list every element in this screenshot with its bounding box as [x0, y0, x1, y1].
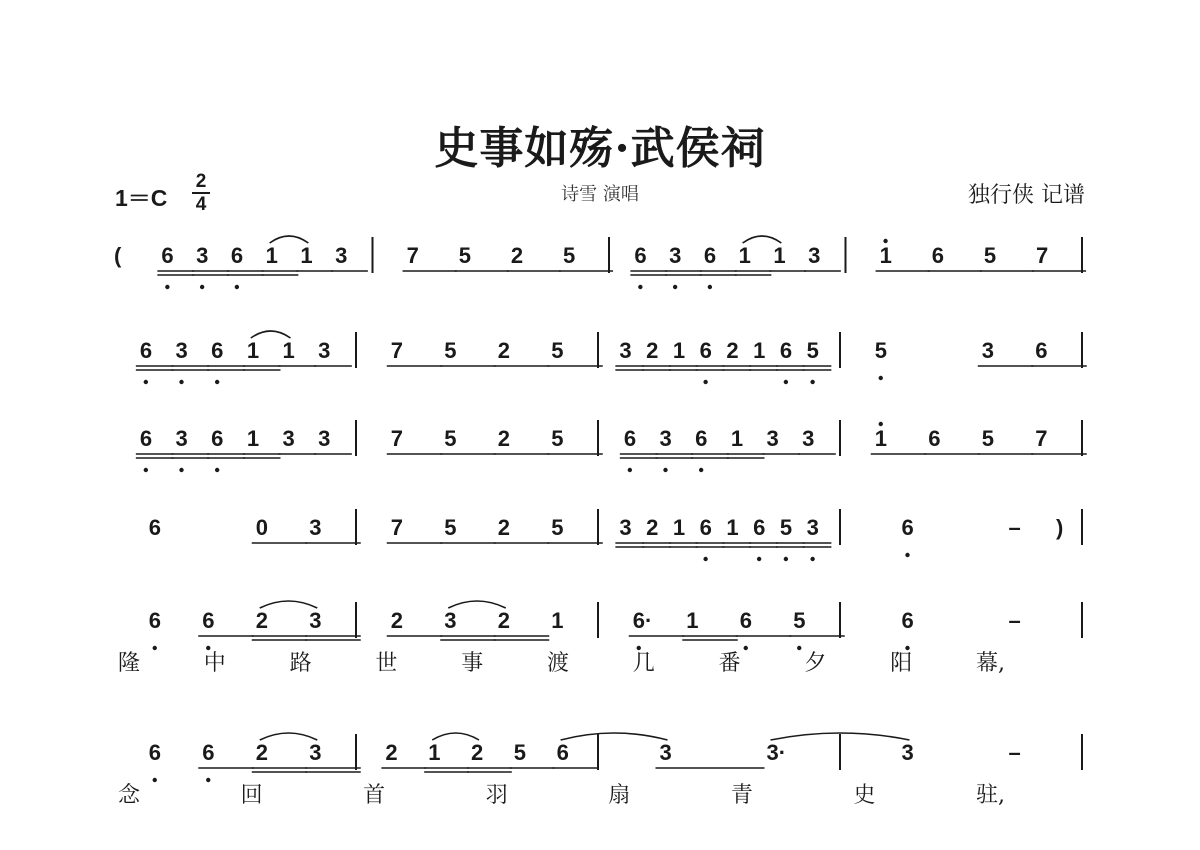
score-bracket-close: ) [1056, 515, 1064, 540]
lyric-char: 几 [632, 651, 655, 676]
slur [251, 331, 291, 338]
note: 1 [730, 426, 744, 451]
note: 2 [471, 740, 484, 765]
note: 5 [874, 338, 887, 363]
note: 2 [385, 740, 398, 765]
lyric-char: 路 [289, 651, 312, 676]
note: 6 [779, 338, 793, 363]
slur [432, 733, 479, 740]
note: 5 [551, 426, 564, 451]
lyric-char: 羽 [485, 783, 508, 808]
note: 1 [265, 243, 278, 268]
note: 7 [390, 338, 403, 363]
note: 1 [738, 243, 751, 268]
note: 3 [659, 426, 672, 451]
lyric-char: 阳 [890, 651, 913, 676]
note: 2 [497, 338, 510, 363]
note: 6 [148, 740, 161, 765]
lyric-char: 番 [718, 651, 741, 676]
note: 5 [793, 608, 806, 633]
notator-credit: 独行侠 记谱 [968, 183, 1085, 208]
note: 6 [623, 426, 637, 451]
note: 7 [406, 243, 419, 268]
note: 5 [806, 338, 819, 363]
note: 3 [806, 515, 819, 540]
slur [743, 236, 782, 243]
octave-dot-below [757, 557, 761, 561]
note: 0 [255, 515, 268, 540]
note: 5 [444, 515, 457, 540]
octave-dot-below [810, 380, 814, 384]
note: 5 [551, 515, 564, 540]
octave-dot-below [628, 468, 632, 472]
note: 1 [773, 243, 786, 268]
octave-dot-below [235, 285, 239, 289]
lyric-char: 世 [375, 651, 398, 676]
octave-dot-above [879, 422, 883, 426]
note: 3 [659, 740, 672, 765]
note: 2 [255, 608, 268, 633]
note: 3 [282, 426, 295, 451]
octave-dot-above [883, 239, 887, 243]
octave-dot-below [179, 468, 183, 472]
note: 3 [766, 426, 779, 451]
octave-dot-below [708, 285, 712, 289]
note: 3 [335, 243, 348, 268]
note: – [1008, 608, 1021, 633]
slur [260, 733, 318, 740]
octave-dot-below [153, 646, 157, 650]
octave-dot-below [637, 646, 641, 650]
note: 1 [753, 338, 766, 363]
lyric-char: 扇 [608, 783, 631, 808]
octave-dot-below [215, 380, 219, 384]
note: 6 [931, 243, 944, 268]
slur [270, 236, 309, 243]
note: 3 [318, 338, 331, 363]
note: 6 [634, 243, 647, 268]
lyric-char: 念 [118, 783, 141, 808]
lyric-char: 青 [730, 783, 753, 808]
note: 6 [695, 426, 708, 451]
lyric-char: 首 [363, 783, 386, 808]
octave-dot-below [663, 468, 667, 472]
note: 7 [390, 515, 403, 540]
note: 6 [161, 243, 174, 268]
time-signature-numerator: 2 [195, 171, 207, 192]
octave-dot-below [153, 778, 157, 782]
note: 5 [983, 243, 997, 268]
note: 5 [981, 426, 994, 451]
note: 1 [551, 608, 564, 633]
note: 5 [551, 338, 564, 363]
lyric-char: 夕 [804, 651, 827, 676]
note: 6 [211, 338, 224, 363]
octave-dot-below [784, 380, 788, 384]
note: 1 [879, 243, 892, 268]
octave-dot-below [673, 285, 677, 289]
note: 3 [619, 338, 632, 363]
note: 6 [556, 740, 569, 765]
octave-dot-below [879, 376, 883, 380]
note: 5 [458, 243, 471, 268]
note: 3· [766, 740, 787, 765]
note: 1 [726, 515, 739, 540]
note: 7 [390, 426, 403, 451]
octave-dot-below [810, 557, 814, 561]
note: 1 [300, 243, 313, 268]
note: 1 [686, 608, 699, 633]
note: 3 [802, 426, 815, 451]
octave-dot-below [797, 646, 801, 650]
note: 3 [901, 740, 914, 765]
note: 3 [669, 243, 682, 268]
note: – [1008, 740, 1021, 765]
octave-dot-below [200, 285, 204, 289]
lyric-char: 史 [853, 783, 876, 808]
note: 3 [981, 338, 994, 363]
note: 1 [246, 426, 260, 451]
note: 2 [646, 515, 659, 540]
note: 3 [444, 608, 457, 633]
note: 7 [1035, 426, 1048, 451]
octave-dot-below [165, 285, 169, 289]
note: 6 [1035, 338, 1048, 363]
note: 5 [444, 338, 457, 363]
note: 2 [497, 426, 510, 451]
note: 6 [901, 515, 914, 540]
note: 3 [309, 740, 322, 765]
octave-dot-below [144, 380, 148, 384]
note: 2 [390, 608, 403, 633]
lyric-char: 驻, [976, 783, 1005, 808]
note: 5 [779, 515, 793, 540]
note: 2 [497, 608, 510, 633]
note: 6 [699, 338, 712, 363]
octave-dot-below [638, 285, 642, 289]
note: 6· [632, 608, 653, 633]
note: 1 [874, 426, 887, 451]
note: 3 [619, 515, 632, 540]
note: 6 [901, 608, 914, 633]
note: 6 [148, 515, 161, 540]
octave-dot-below [699, 468, 703, 472]
note: 3 [196, 243, 209, 268]
lyric-char: 幕, [976, 651, 1005, 676]
note: 6 [148, 608, 161, 633]
octave-dot-below [703, 557, 707, 561]
note: 2 [510, 243, 524, 268]
octave-dot-below [905, 646, 909, 650]
note: 2 [497, 515, 510, 540]
note: 6 [211, 426, 224, 451]
slur [561, 733, 668, 740]
octave-dot-below [206, 646, 210, 650]
note: 2 [255, 740, 268, 765]
octave-dot-below [784, 557, 788, 561]
lyric-char: 隆 [118, 651, 141, 676]
key-signature: 1＝C [115, 185, 168, 211]
singer-credit: 诗雪 演唱 [561, 184, 639, 205]
octave-dot-below [206, 778, 210, 782]
note: 6 [699, 515, 712, 540]
note: 3 [175, 426, 188, 451]
note: 2 [726, 338, 739, 363]
lyric-char: 渡 [547, 651, 570, 676]
slur [260, 601, 318, 608]
time-signature-denominator: 4 [195, 194, 207, 215]
note: 2 [646, 338, 659, 363]
octave-dot-below [905, 553, 909, 557]
lyric-char: 事 [461, 651, 484, 676]
note: – [1008, 515, 1021, 540]
note: 6 [202, 608, 215, 633]
note: 6 [703, 243, 717, 268]
note: 6 [202, 740, 215, 765]
note: 5 [444, 426, 457, 451]
note: 6 [139, 338, 153, 363]
score-bracket-open: ( [114, 243, 122, 268]
note: 1 [672, 338, 686, 363]
song-title: 史事如殇·武侯祠 [434, 123, 766, 174]
note: 1 [246, 338, 260, 363]
note: 3 [175, 338, 188, 363]
note: 6 [139, 426, 153, 451]
note: 6 [739, 608, 752, 633]
note: 3 [309, 608, 322, 633]
octave-dot-below [144, 468, 148, 472]
note: 3 [318, 426, 331, 451]
note: 5 [513, 740, 527, 765]
note: 1 [282, 338, 295, 363]
note: 6 [230, 243, 244, 268]
note: 3 [808, 243, 821, 268]
slur [448, 601, 506, 608]
octave-dot-below [215, 468, 219, 472]
note: 5 [562, 243, 576, 268]
note: 1 [672, 515, 686, 540]
lyric-char: 中 [203, 651, 226, 676]
note: 6 [753, 515, 766, 540]
note: 3 [309, 515, 322, 540]
note: 1 [428, 740, 441, 765]
note: 6 [928, 426, 941, 451]
lyric-char: 回 [240, 783, 263, 808]
octave-dot-below [744, 646, 748, 650]
note: 7 [1035, 243, 1049, 268]
octave-dot-below [703, 380, 707, 384]
octave-dot-below [179, 380, 183, 384]
